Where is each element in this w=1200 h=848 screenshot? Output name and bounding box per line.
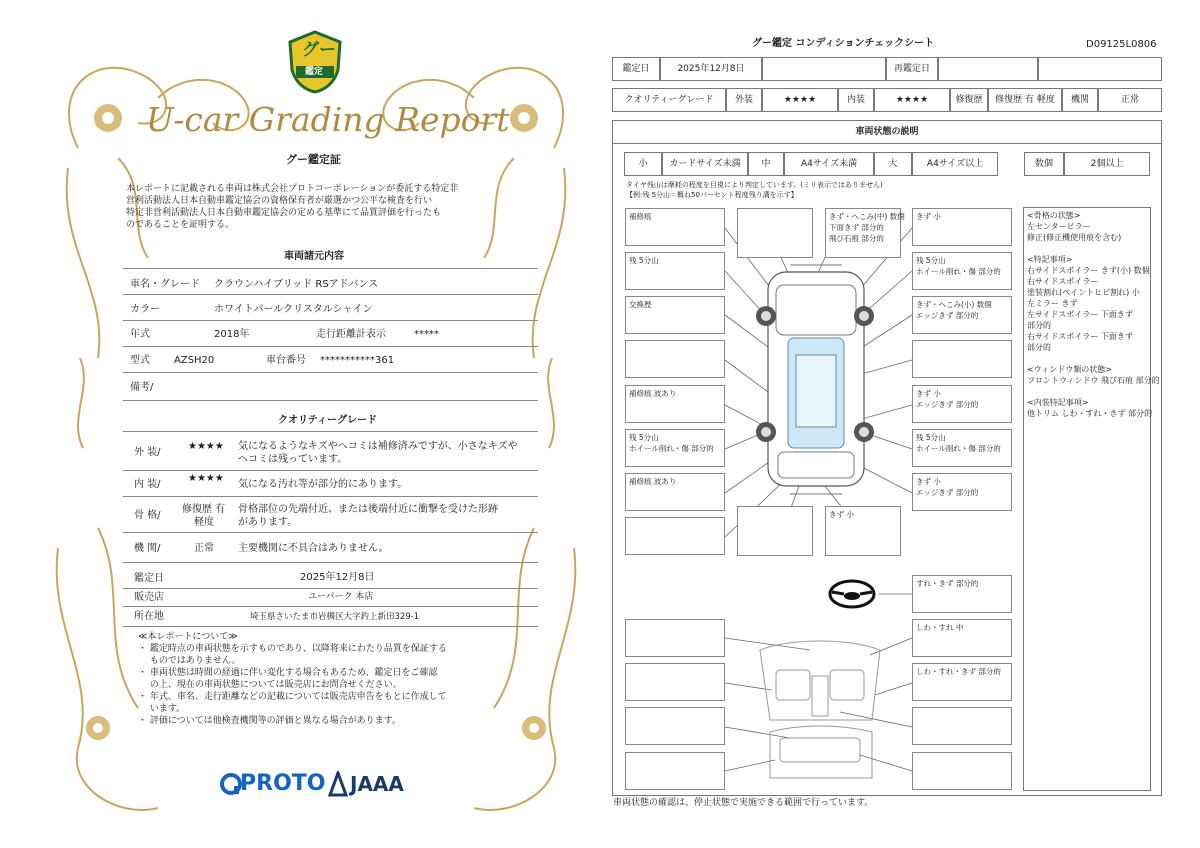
grade-engine-value: 正常 xyxy=(1098,88,1162,112)
car-top-view xyxy=(768,265,864,494)
mileage-value: ***** xyxy=(414,329,439,340)
quality-exterior-desc: 気になるようなキズやヘコミは補修済みですが、小さなキズや xyxy=(238,441,518,452)
appraisal-date-value: 2025年12月8日 xyxy=(300,572,375,583)
address-label: 所在地 xyxy=(134,611,164,622)
sheet-title: グー鑑定 コンディションチェックシート xyxy=(752,38,935,49)
panel-box-left-7: 補修痕 波あり xyxy=(625,473,725,511)
mileage-label: 走行距離計表示 xyxy=(316,329,386,340)
quality-engine-desc: 主要機関に不具合はありません。 xyxy=(238,543,389,554)
redate-label: 再鑑定日 xyxy=(886,57,938,81)
footer-note: 車両状態の確認は、停止状態で実施できる範囲で行っています。 xyxy=(613,798,874,808)
model-value: AZSH20 xyxy=(174,355,215,366)
dealer-value: ユーパーク 本店 xyxy=(308,592,374,602)
grade-engine-label: 機関 xyxy=(1062,88,1098,112)
panel-box-right-6: 残 5分山 ホイール削れ・傷 部分的 xyxy=(912,429,1012,467)
badge-label: 鑑定 xyxy=(305,67,324,77)
report-script-title: U-car Grading Report xyxy=(146,100,510,139)
car-interior-view xyxy=(760,641,880,778)
quality-interior-label: 内 装/ xyxy=(134,479,161,490)
panel-box-right-1: きず 小 xyxy=(912,208,1012,246)
interior-box-left-2 xyxy=(625,663,725,701)
grade-repair-label: 修復歴 xyxy=(950,88,988,112)
date-value: 2025年12月8日 xyxy=(660,57,762,81)
panel-box-front-center: きず・へこみ(中) 数個 下面きず 部分的 飛び石痕 部分的 xyxy=(825,208,901,258)
proto-mark-icon xyxy=(220,772,242,796)
condition-heading: 車両状態の説明 xyxy=(612,120,1162,144)
panel-box-right-3: きず・へこみ(小) 数個 エッジきず 部分的 xyxy=(912,296,1012,334)
size-small-desc: カードサイズ未満 xyxy=(662,152,748,176)
panel-box-left-3: 交換歴 xyxy=(625,296,725,334)
quality-frame-label: 骨 格/ xyxy=(134,510,161,521)
panel-box-rear-center: きず 小 xyxy=(825,506,901,556)
appraisal-date-label: 鑑定日 xyxy=(134,573,164,584)
count-label: 数個 xyxy=(1024,152,1064,176)
steering-wheel-icon xyxy=(830,581,874,607)
spec-heading: 車両諸元内容 xyxy=(284,251,344,262)
panel-box-right-4 xyxy=(912,340,1012,378)
report-notes: ≪本レポートについて≫ ・ 鑑定時点の車両状態を示すものであり、以降将来にわたり品質を保証する ものではありません。 ・ 車両状態は時間の経過に伴い変化する場合もあるため、鑑定日をご確認 の上、現在の車両状態については販売店にお問合せください。 ・ 年式、車名、走行距離などの記載については販売店申告をもとに作成して います。 ・ 評価については他検査機関等の評価と異なる場合があります。 xyxy=(138,632,447,726)
panel-box-left-6: 残 5分山 ホイール削れ・傷 部分的 xyxy=(625,429,725,467)
dealer-label: 販売店 xyxy=(134,592,164,603)
interior-box-3: しわ・すれ・きず 部分的 xyxy=(912,663,1012,701)
jaaa-mark-icon xyxy=(328,771,348,797)
grade-repair-value: 修復歴 有 軽度 xyxy=(988,88,1062,112)
quality-interior-value: ★★★★ xyxy=(188,473,224,484)
panel-box-left-1: 補修痕 xyxy=(625,208,725,246)
interior-box-1: すれ・きず 部分的 xyxy=(912,575,1012,613)
document-id: D09125L0806 xyxy=(1086,39,1157,50)
quality-exterior-value: ★★★★ xyxy=(188,441,224,452)
car-name-value: クラウンハイブリッド RSアドバンス xyxy=(214,279,379,290)
panel-box-left-2: 残 5分山 xyxy=(625,252,725,290)
interior-box-2: しわ・すれ 中 xyxy=(912,619,1012,657)
panel-box-right-5: きず 小 エッジきず 部分的 xyxy=(912,385,1012,423)
panel-box-right-2: 残 5分山 ホイール削れ・傷 部分的 xyxy=(912,252,1012,290)
quality-engine-value: 正常 xyxy=(194,543,214,554)
badge-brand: グー xyxy=(302,40,336,60)
date-label: 鑑定日 xyxy=(612,57,660,81)
size-large: 大 xyxy=(874,152,912,176)
size-large-desc: A4サイズ以上 xyxy=(912,152,998,176)
panel-box-left-5: 補修痕 波あり xyxy=(625,385,725,423)
year-label: 年式 xyxy=(130,329,150,340)
panel-box-front-left xyxy=(737,208,813,258)
size-small: 小 xyxy=(624,152,662,176)
goo-appraisal-badge xyxy=(286,30,344,94)
panel-box-rear-left xyxy=(737,506,813,556)
color-value: ホワイトパールクリスタルシャイン xyxy=(214,304,373,315)
certificate-title: グー鑑定証 xyxy=(286,153,341,166)
panel-box-left-4 xyxy=(625,340,725,378)
quality-frame-desc: 骨格部位の先端付近、または後端付近に衝撃を受けた形跡 xyxy=(238,504,498,515)
quality-heading: クオリティーグレード xyxy=(278,415,377,426)
count-desc: 2個以上 xyxy=(1064,152,1150,176)
condition-check-sheet xyxy=(600,0,1200,848)
panel-box-left-8 xyxy=(625,517,725,555)
grade-int-value: ★★★★ xyxy=(874,88,950,112)
intro-text: 本レポートに記載される車両は株式会社プロトコーポレーションが委託する特定非 営利活動法人日本自動車鑑定協会の資格保有者が厳選かつ公平な検査を行い 特定非営利活動法人日本自動車鑑定協会の定める基準にて品質評価を行ったも のであることを証明する。 xyxy=(126,184,459,230)
chassis-value: ***********361 xyxy=(320,355,395,366)
interior-box-left-4 xyxy=(625,752,725,790)
interior-box-left-1 xyxy=(625,619,725,657)
size-mid-desc: A4サイズ未満 xyxy=(784,152,874,176)
year-value: 2018年 xyxy=(214,329,250,340)
interior-box-4 xyxy=(912,707,1012,745)
panel-box-right-7: きず 小 エッジきず 部分的 xyxy=(912,473,1012,511)
interior-box-5 xyxy=(912,752,1012,790)
grading-certificate: グー 鑑定 U-car Grading Report グー鑑定証 本レポートに記載される車両は株式会社プロトコーポレーションが委託する特定非 営利活動法人日本自動車鑑定協会の資格保有者が厳選かつ公平な検査を行い 特定非営利活動法人日本自動車鑑定協会の定める基準にて品質評価を行ったも のであることを証明する。 車両諸元内容 車名・グレード クラウンハイブリッド RSアドバンス カラー ホワイトパールクリスタルシャイン 年式 2018年 走行距離計表示 ***** 型式 AZSH20 車台番号 ***********361 備考/ クオリティーグレード 外 装/ ★★★★ 気になるようなキズやヘコミは補修済みですが、小さなキズや ヘコミは残っています。 内 装/ ★★★★ 気になる汚れ等が部分的にあります。 骨 格/ 修復歴 有 軽度 骨格部位の先端付近、または後端付近に衝撃を受けた形跡 があります。 機 関/ 正常 主要機関に不具合はありません。 鑑定日 2025年12月8日 販売店 ユーパーク 本店 所在地 埼玉県さいたま市岩槻区大字釣上新田329-1 ≪本レポートについて≫ ・ 鑑定時点の車両状態を示すものであり、以降将来にわたり品質を保証する ものではありません。 ・ 車両状態は時間の経過に伴い変化する場合もあるため、鑑定日をご確認 の上、現在の車両状態については販売店にお問合せください。 ・ 年式、車名、走行距離などの記載については販売店申告をもとに作成して います。 ・ 評価については他検査機関等の評価と異なる場合があります。 PROTO JAAA xyxy=(38,28,594,838)
quality-engine-label: 機 関/ xyxy=(134,543,161,554)
remarks-label: 備考/ xyxy=(130,382,154,393)
quality-exterior-label: 外 装/ xyxy=(134,447,161,458)
model-label: 型式 xyxy=(130,355,150,366)
color-label: カラー xyxy=(130,304,160,315)
address-value: 埼玉県さいたま市岩槻区大字釣上新田329-1 xyxy=(250,612,420,622)
quality-interior-desc: 気になる汚れ等が部分的にあります。 xyxy=(238,479,408,490)
notes-column: <骨格の状態> 左センターピラー 修正(修正機使用痕を含む) <特記事項> 右サイドスポイラー きず(小) 数個 右サイドスポイラー 塗装割れ(ペイントヒビ割れ) 小 左ミラー きず 左サイドスポイラー 下面きず 部分的 右サイドスポイラー 下面きず 部分的 <ウィンドウ類の状態> フロントウィンドウ 飛び石痕 部分的 <内装特記事項> 他トリム しわ・すれ・きず 部分的 xyxy=(1023,207,1151,791)
grade-label: クオリティーグレード xyxy=(612,88,726,112)
grade-ext-label: 外装 xyxy=(726,88,762,112)
tire-note: タイヤ残山は摩耗の程度を目視により判定しています。(ミリ表示ではありません) 【例:残 5分山＝概ね50パーセント程度残り溝を示す】 xyxy=(626,181,883,199)
interior-box-left-3 xyxy=(625,707,725,745)
car-name-label: 車名・グレード xyxy=(130,279,200,290)
quality-frame-value: 修復歴 有 xyxy=(182,504,226,515)
grade-int-label: 内装 xyxy=(838,88,874,112)
grade-ext-value: ★★★★ xyxy=(762,88,838,112)
chassis-label: 車台番号 xyxy=(266,355,306,366)
size-mid: 中 xyxy=(748,152,784,176)
